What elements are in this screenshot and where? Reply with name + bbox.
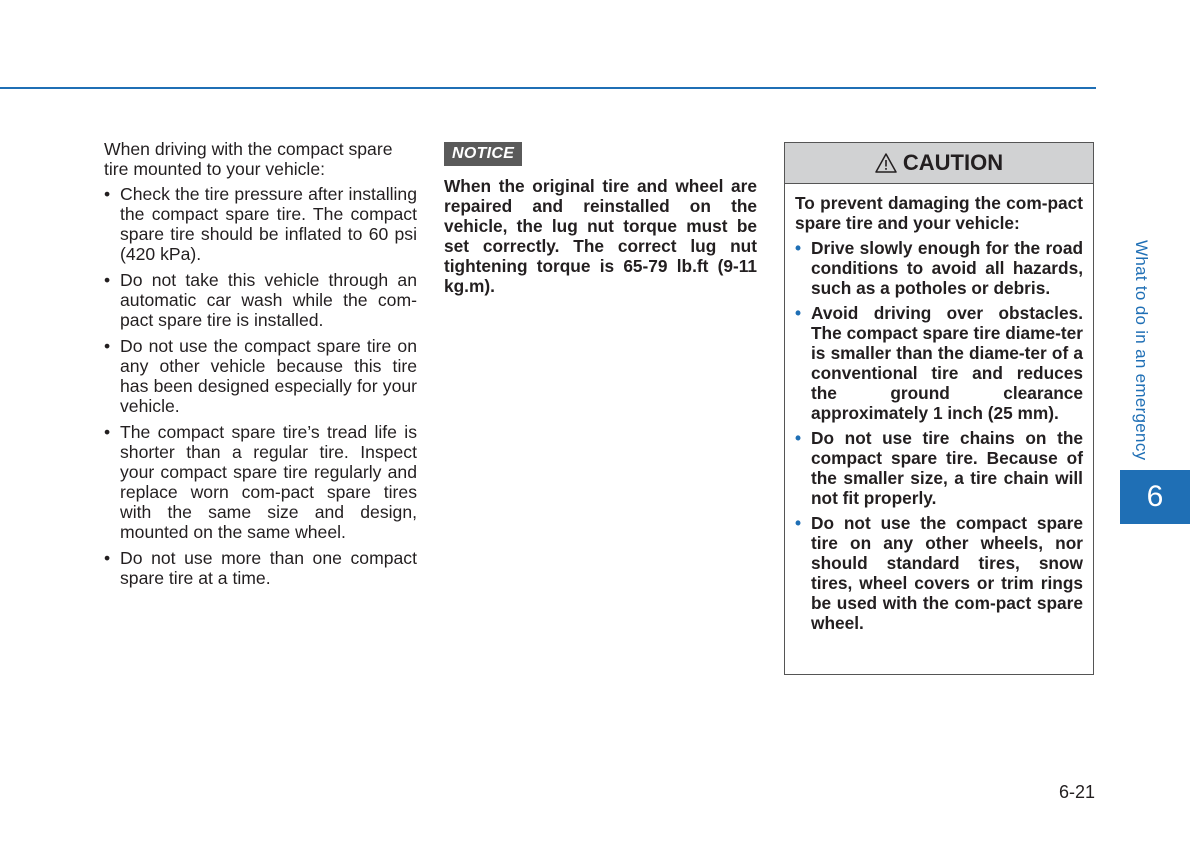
list-item-text: Avoid driving over obstacles. The compact spare tire diame-ter is smaller than the diame-ter of a conventional tire and reduces the ground clearance approximately 1 inch (25 mm). bbox=[811, 303, 1083, 423]
bullet-glyph: • bbox=[795, 238, 802, 258]
chapter-tab bbox=[1120, 470, 1190, 524]
chapter-number: 6 bbox=[1146, 480, 1164, 513]
bullet-glyph: • bbox=[104, 548, 111, 568]
notice-text: When the original tire and wheel are repaired and reinstalled on the vehicle, the lug nut torque must be set correctly. The correct lug nut tightening torque is 65-79 lb.ft (9-11 kg.m). bbox=[444, 176, 757, 296]
list-item-text: Check the tire pressure after installing the compact spare tire. The compact spare tire should be inflated to 60 psi (420 kPa). bbox=[120, 184, 417, 264]
bullet-glyph: • bbox=[795, 303, 802, 323]
caution-box bbox=[784, 142, 1094, 675]
caution-body bbox=[785, 184, 1093, 633]
page-number: 6-21 bbox=[1058, 782, 1095, 802]
header-rule bbox=[0, 87, 1096, 89]
list-item bbox=[104, 184, 417, 264]
list-item bbox=[795, 428, 1083, 508]
bullet-glyph: • bbox=[795, 428, 802, 448]
list-item-text: Do not use more than one compact spare tire at a time. bbox=[120, 548, 417, 588]
list-item-text: Do not use tire chains on the compact spare tire. Because of the smaller size, a tire chain will not fit properly. bbox=[811, 428, 1083, 508]
list-item bbox=[795, 513, 1083, 633]
left-bullet-list bbox=[104, 184, 417, 588]
section-title-text: What to do in an emergency bbox=[1132, 240, 1151, 461]
left-intro: When driving with the compact spare tire mounted to your vehicle: bbox=[104, 139, 393, 179]
list-item-text: Do not take this vehicle through an automatic car wash while the com-pact spare tire is installed. bbox=[120, 270, 417, 330]
caution-bullet-list bbox=[795, 238, 1083, 633]
list-item-text: The compact spare tire’s tread life is shorter than a regular tire. Inspect your compact spare tire regularly and replace worn com-pact spare tires with the same size and design, mounted on the same wheel. bbox=[120, 422, 417, 542]
caution-header bbox=[785, 143, 1093, 184]
list-item bbox=[104, 270, 417, 330]
bullet-glyph: • bbox=[104, 336, 111, 356]
list-item bbox=[104, 422, 417, 542]
notice-column bbox=[444, 142, 757, 296]
list-item bbox=[104, 548, 417, 588]
list-item-text: Do not use the compact spare tire on any other vehicle because this tire has been designed especially for your vehicle. bbox=[120, 336, 417, 416]
warning-triangle-icon bbox=[875, 153, 897, 173]
bullet-glyph: • bbox=[104, 184, 111, 204]
left-column bbox=[104, 139, 417, 594]
list-item bbox=[795, 238, 1083, 298]
list-item-text: Drive slowly enough for the road conditions to avoid all hazards, such as a potholes or debris. bbox=[811, 238, 1083, 298]
notice-badge: NOTICE bbox=[444, 142, 522, 166]
caution-intro: To prevent damaging the com-pact spare tire and your vehicle: bbox=[795, 193, 1083, 233]
bullet-glyph: • bbox=[795, 513, 802, 533]
list-item bbox=[795, 303, 1083, 423]
caution-title: CAUTION bbox=[902, 150, 1004, 175]
list-item bbox=[104, 336, 417, 416]
bullet-glyph: • bbox=[104, 422, 111, 442]
bullet-glyph: • bbox=[104, 270, 111, 290]
list-item-text: Do not use the compact spare tire on any other wheels, nor should standard tires, snow tires, wheel covers or trim rings be used with the com-pact spare wheel. bbox=[811, 513, 1083, 633]
section-side-title bbox=[1128, 240, 1154, 470]
